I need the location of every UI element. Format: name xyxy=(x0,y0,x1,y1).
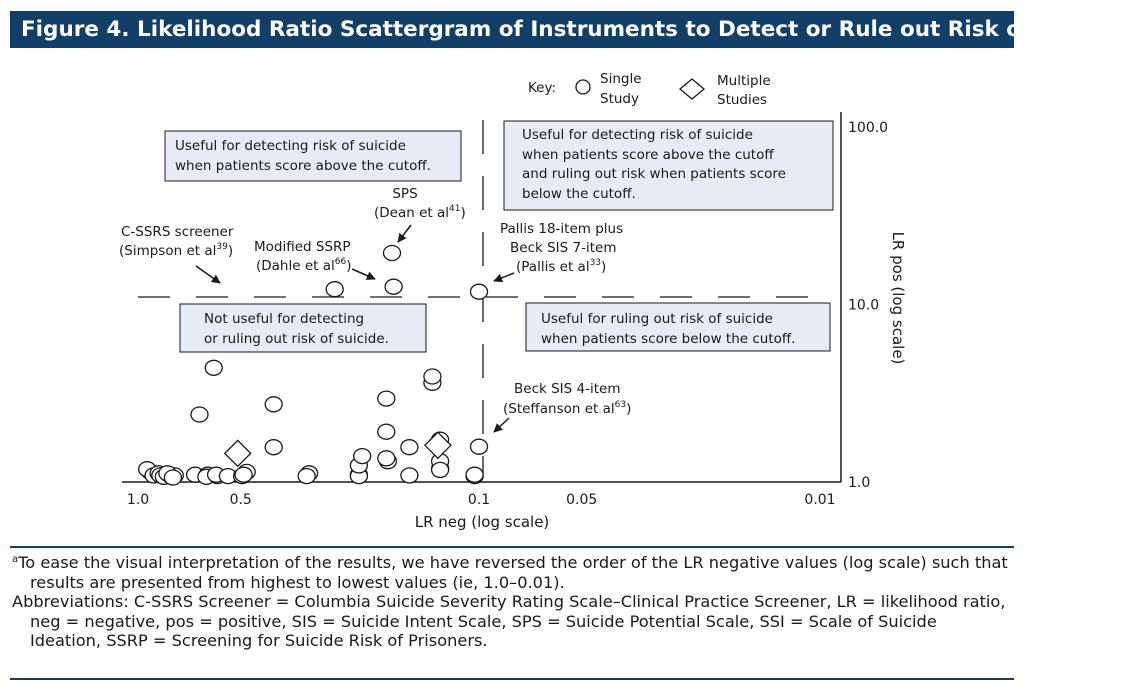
data-point-circle xyxy=(401,468,418,483)
y-tick-labels xyxy=(848,120,888,491)
data-point-circle xyxy=(401,440,418,455)
data-point-circle xyxy=(265,440,282,455)
x-tick-label: 0.5 xyxy=(229,492,252,508)
x-tick-label: 1.0 xyxy=(126,492,150,508)
callout-top-right-line4: below the cutoff. xyxy=(522,186,636,202)
data-point-circle xyxy=(471,439,488,454)
callout-bottom-left-line2: or ruling out risk of suicide. xyxy=(204,331,389,347)
abbreviations-text: Abbreviations: C-SSRS Screener = Columbia Suicide Severity Rating Scale–Clinical Practice Screener, LR = likelihood ratio, neg = negative, pos = positive, SIS = Suicide Intent Scale, SPS = Suicide Potential Scale, SSI = Scale of Suicide Ideation, SSRP = Screening for Suicide Risk of Prisoners. xyxy=(12,592,1006,651)
annotation-cssrs-arrow xyxy=(196,266,220,283)
annotation-sps-arrow xyxy=(398,225,411,242)
legend-single-label-1: Single xyxy=(600,71,642,87)
annotation-beck4-line2: (Steffanson et $al^{63}$) xyxy=(503,400,632,417)
figure-title-footnote-mark: a xyxy=(1126,18,1135,33)
annotation-pallis-line1: Beck SIS 7-item xyxy=(510,240,617,256)
annotation-beck4-line1: Beck SIS 4-item xyxy=(514,381,621,397)
data-point-circle xyxy=(354,449,371,464)
y-tick-label: 1.0 xyxy=(848,475,871,491)
annotation-cssrs-line1: C-SSRS screener xyxy=(121,224,234,240)
data-point-circle xyxy=(466,467,483,482)
data-point-circle xyxy=(378,391,395,406)
y-axis-title: LR pos (log scale) xyxy=(889,231,907,365)
legend-multiple-label-2: Studies xyxy=(717,92,768,108)
callout-top-right-line2: when patients score above the cutoff xyxy=(522,147,774,163)
footnote-bottom-rule xyxy=(10,678,1014,680)
y-tick-label: 100.0 xyxy=(848,120,889,136)
data-point-circle xyxy=(471,284,488,299)
annotation-ssrp-line1: Modified SSRP xyxy=(254,239,351,255)
footnote-top-rule xyxy=(10,546,1014,548)
callout-bottom-right-line2: when patients score below the cutoff. xyxy=(541,331,796,347)
annotation-pallis-line0: Pallis 18-item plus xyxy=(500,221,624,237)
legend-diamond-marker xyxy=(680,79,704,99)
legend-multiple-label-1: Multiple xyxy=(717,73,771,89)
footnote-text: To ease the visual interpretation of the results, we have reversed the order of the LR negative values (log scale) such that results are presented from highest to lowest values (ie, 1.0–0.01). xyxy=(18,553,1008,592)
data-point-circle xyxy=(384,246,401,261)
data-point-diamond xyxy=(225,440,251,466)
abbreviations xyxy=(12,592,1010,651)
data-point-circle xyxy=(378,424,395,439)
callout-top-left-line1: Useful for detecting risk of suicide xyxy=(175,138,406,154)
legend xyxy=(528,71,771,108)
callout-bottom-left-line1: Not useful for detecting xyxy=(204,311,365,327)
annotation-sps-line1: SPS xyxy=(392,186,418,202)
data-point-circle xyxy=(432,462,449,477)
x-axis-title: LR neg (log scale) xyxy=(414,513,550,531)
data-points xyxy=(139,246,488,486)
callout-bottom-right-line1: Useful for ruling out risk of suicide xyxy=(541,311,773,327)
data-point-circle xyxy=(235,467,252,482)
x-tick-label: 0.01 xyxy=(804,492,836,508)
callout-top-left-line2: when patients score above the cutoff. xyxy=(175,158,431,174)
x-tick-labels xyxy=(127,492,836,508)
data-point-circle xyxy=(326,282,343,297)
annotation-beck4-arrow xyxy=(494,418,509,432)
callouts xyxy=(165,121,833,352)
annotation-sps-line2: (Dean et $al^{41}$) xyxy=(374,204,466,221)
data-point-circle xyxy=(385,279,402,294)
callout-top-right-line3: and ruling out risk when patients score xyxy=(522,166,786,182)
annotation-pallis-line2: (Pallis et $al^{33}$) xyxy=(516,258,607,275)
legend-single-label-2: Study xyxy=(600,91,639,107)
data-point-circle xyxy=(205,360,222,375)
footnotes xyxy=(12,553,1010,651)
callout-top-right-line1: Useful for detecting risk of suicide xyxy=(522,127,753,143)
annotation-ssrp-line2: (Dahle et $al^{66}$) xyxy=(256,257,352,274)
x-tick-label: 0.05 xyxy=(566,492,598,508)
data-point-circle xyxy=(164,470,181,485)
footnote-mark: a xyxy=(12,554,19,565)
data-point-circle xyxy=(424,369,441,384)
data-point-circle xyxy=(378,451,395,466)
x-tick-label: 0.1 xyxy=(467,492,491,508)
figure-title: Figure 4. Likelihood Ratio Scattergram of Instruments to Detect or Rule out Risk of Suicide xyxy=(21,17,1127,42)
data-point-circle xyxy=(191,407,208,422)
y-tick-label: 10.0 xyxy=(848,297,880,314)
annotation-ssrp-arrow xyxy=(352,269,375,279)
data-point-circle xyxy=(265,397,282,412)
legend-key-label: Key: xyxy=(528,80,557,96)
footnote-a xyxy=(12,553,1010,592)
legend-circle-marker xyxy=(576,80,590,94)
data-point-circle xyxy=(298,469,315,484)
annotation-cssrs-line2: (Simpson et $al^{39}$) xyxy=(119,242,234,259)
annotation-pallis-arrow xyxy=(494,273,514,281)
